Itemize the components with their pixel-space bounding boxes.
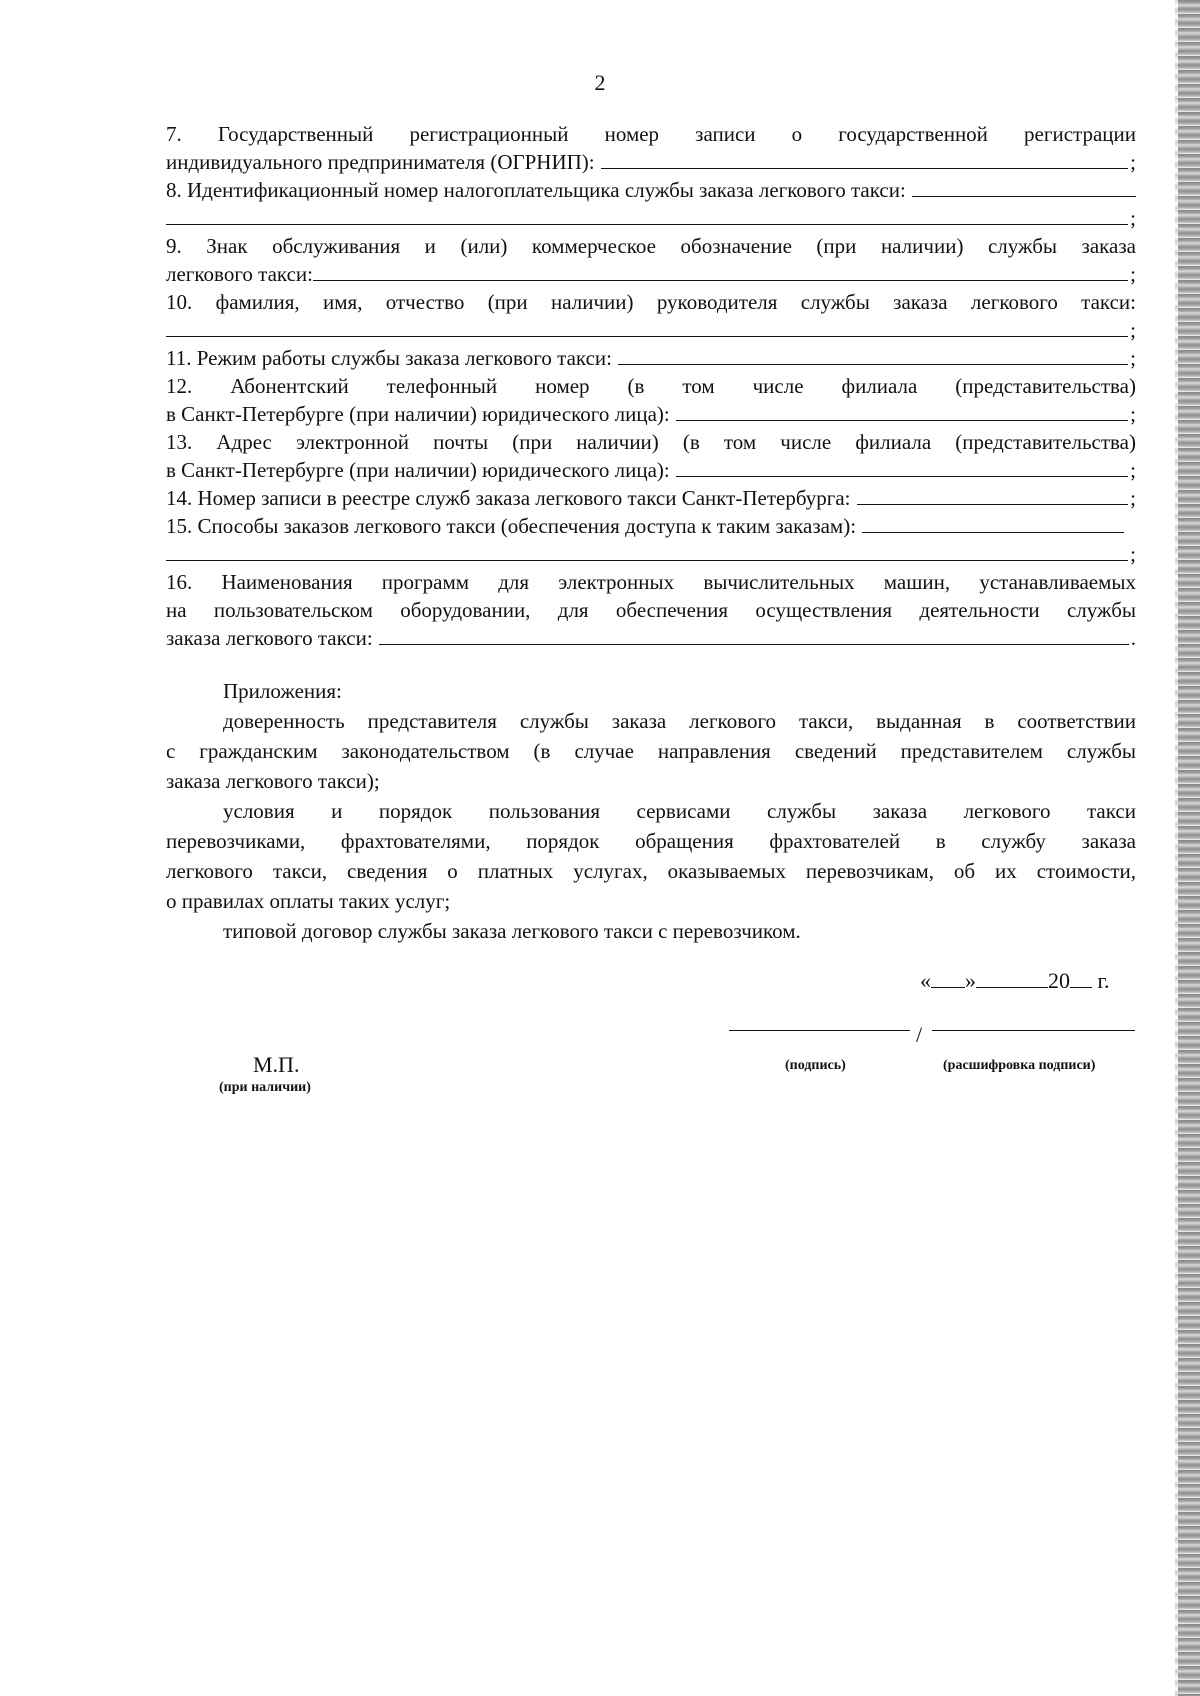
item-14-blank[interactable] bbox=[857, 486, 1129, 505]
signature-decoding-caption: (расшифровка подписи) bbox=[943, 1058, 1096, 1073]
item-11-blank[interactable] bbox=[618, 346, 1128, 365]
date-month-blank[interactable] bbox=[976, 969, 1048, 988]
semicolon: ; bbox=[1130, 262, 1136, 286]
item-15 bbox=[166, 512, 1136, 568]
item-13-line-2 bbox=[166, 456, 1136, 484]
date-close-quote: » bbox=[965, 968, 976, 993]
date-year-blank[interactable] bbox=[1070, 969, 1092, 988]
item-12-label: в Санкт-Петербурге (при наличии) юридического лица): bbox=[166, 402, 670, 426]
appendix-p1-line-2: с гражданским законодательством (в случае направления сведений представителем службы bbox=[166, 739, 1136, 763]
item-16-line-1: 16. Наименования программ для электронных вычислительных машин, устанавливаемых bbox=[166, 570, 1136, 594]
item-13 bbox=[166, 428, 1136, 484]
signature-slash: / bbox=[916, 1022, 923, 1047]
item-8-blank-1[interactable] bbox=[912, 178, 1136, 197]
signature-line[interactable] bbox=[729, 1029, 910, 1031]
item-16-line-3 bbox=[166, 624, 1136, 652]
semicolon: ; bbox=[1130, 542, 1136, 566]
semicolon: ; bbox=[1130, 402, 1136, 426]
item-7 bbox=[166, 120, 1136, 176]
period: . bbox=[1130, 626, 1136, 650]
item-11-line-1 bbox=[166, 344, 1136, 372]
item-16-line-2: на пользовательском оборудовании, для обеспечения осуществления деятельности службы bbox=[166, 598, 1136, 622]
item-7-line-2 bbox=[166, 148, 1136, 176]
item-8 bbox=[166, 176, 1136, 232]
date-day-blank[interactable] bbox=[931, 969, 965, 988]
stamp-label: М.П. bbox=[253, 1052, 300, 1077]
semicolon: ; bbox=[1130, 206, 1136, 230]
date-year-prefix: 20 bbox=[1048, 968, 1070, 993]
appendix-p3-line-1: типовой договор службы заказа легкового такси с перевозчиком. bbox=[223, 919, 801, 943]
item-15-line-2 bbox=[166, 540, 1136, 568]
semicolon: ; bbox=[1130, 318, 1136, 342]
item-9-line-2 bbox=[166, 260, 1136, 288]
signature-caption: (подпись) bbox=[785, 1058, 846, 1073]
item-11 bbox=[166, 344, 1136, 372]
signature-decoding-line[interactable] bbox=[932, 1029, 1135, 1031]
item-9 bbox=[166, 232, 1136, 288]
item-13-blank[interactable] bbox=[676, 458, 1128, 477]
scan-edge bbox=[1178, 0, 1200, 1696]
date-year-suffix: г. bbox=[1097, 968, 1110, 993]
stamp-note: (при наличии) bbox=[219, 1080, 311, 1095]
semicolon: ; bbox=[1130, 458, 1136, 482]
item-8-blank-2[interactable] bbox=[166, 206, 1128, 225]
item-16-label: заказа легкового такси: bbox=[166, 626, 373, 650]
semicolon: ; bbox=[1130, 486, 1136, 510]
item-13-label: в Санкт-Петербурге (при наличии) юридического лица): bbox=[166, 458, 670, 482]
item-10-line-2 bbox=[166, 316, 1136, 344]
appendix-p2-line-1: условия и порядок пользования сервисами службы заказа легкового такси bbox=[223, 799, 1136, 823]
item-7-label: индивидуального предпринимателя (ОГРНИП): bbox=[166, 150, 595, 174]
semicolon: ; bbox=[1130, 346, 1136, 370]
item-8-label: 8. Идентификационный номер налогоплательщика службы заказа легкового такси: bbox=[166, 178, 906, 202]
item-16-blank[interactable] bbox=[379, 626, 1129, 645]
appendix-p2-line-4: о правилах оплаты таких услуг; bbox=[166, 889, 451, 913]
item-11-label: 11. Режим работы службы заказа легкового такси: bbox=[166, 346, 612, 370]
item-9-label: легкового такси: bbox=[166, 262, 313, 286]
item-8-line-1 bbox=[166, 176, 1136, 204]
appendix-p2-line-2: перевозчиками, фрахтователями, порядок обращения фрахтователей в службу заказа bbox=[166, 829, 1136, 853]
date-field bbox=[920, 968, 1110, 994]
date-open-quote: « bbox=[920, 968, 931, 993]
item-12 bbox=[166, 372, 1136, 428]
item-15-blank-1[interactable] bbox=[862, 514, 1124, 533]
appendix-heading: Приложения: bbox=[223, 679, 342, 703]
item-12-line-1: 12. Абонентский телефонный номер (в том числе филиала (представительства) bbox=[166, 374, 1136, 398]
page-number: 2 bbox=[594, 70, 606, 95]
item-14 bbox=[166, 484, 1136, 512]
item-8-line-2 bbox=[166, 204, 1136, 232]
item-12-blank[interactable] bbox=[676, 402, 1128, 421]
item-15-blank-2[interactable] bbox=[166, 542, 1128, 561]
item-13-line-1: 13. Адрес электронной почты (при наличии) (в том числе филиала (представительства) bbox=[166, 430, 1136, 454]
item-10-blank[interactable] bbox=[166, 318, 1128, 337]
item-14-label: 14. Номер записи в реестре служб заказа легкового такси Санкт-Петербурга: bbox=[166, 486, 851, 510]
item-15-label: 15. Способы заказов легкового такси (обеспечения доступа к таким заказам): bbox=[166, 514, 857, 538]
appendix bbox=[166, 676, 1136, 946]
item-9-line-1: 9. Знак обслуживания и (или) коммерческое обозначение (при наличии) службы заказа bbox=[166, 234, 1136, 258]
item-10 bbox=[166, 288, 1136, 344]
appendix-p2-line-3: легкового такси, сведения о платных услугах, оказываемых перевозчикам, об их стоимости, bbox=[166, 859, 1136, 883]
item-14-line-1 bbox=[166, 484, 1136, 512]
item-9-blank[interactable] bbox=[313, 262, 1128, 281]
semicolon: ; bbox=[1130, 150, 1136, 174]
item-12-line-2 bbox=[166, 400, 1136, 428]
item-10-line-1: 10. фамилия, имя, отчество (при наличии) руководителя службы заказа легкового такси: bbox=[166, 290, 1136, 314]
appendix-p1-line-3: заказа легкового такси); bbox=[166, 769, 380, 793]
item-16 bbox=[166, 568, 1136, 652]
appendix-p1-line-1: доверенность представителя службы заказа легкового такси, выданная в соответствии bbox=[223, 709, 1136, 733]
item-15-line-1 bbox=[166, 512, 1136, 540]
item-7-blank[interactable] bbox=[601, 150, 1129, 169]
item-7-line-1: 7. Государственный регистрационный номер записи о государственной регистрации bbox=[166, 122, 1136, 146]
